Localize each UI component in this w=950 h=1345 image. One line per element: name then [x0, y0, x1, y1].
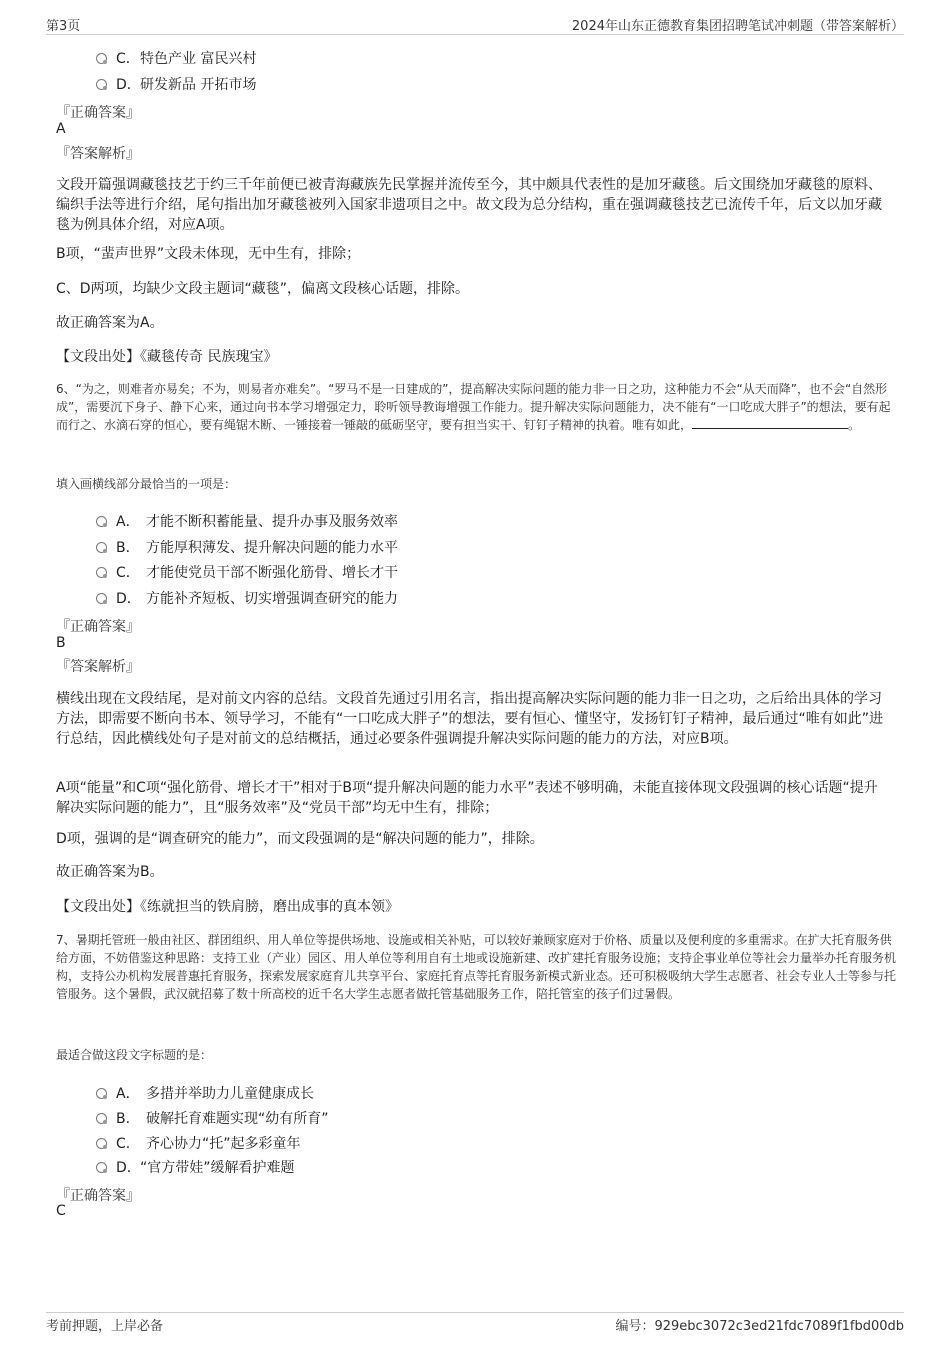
radio-icon[interactable] [96, 593, 107, 604]
radio-icon[interactable] [96, 79, 107, 90]
q6-analysis-p1: 横线出现在文段结尾，是对前文内容的总结。文段首先通过引用名言，指出提高解决实际问题的能力非一日之功，之后给出具体的学习方法，即需要不断向书本、领导学习，不能有“一口吃成大胖子”的想法，要有恒心、懂坚守，发扬钉钉子精神，最后通过“唯有如此”进行总结，因此横线处句子是对前文的总结概括，通过必要条件强调提升解决实际问题的能力的方法，对应B项。 [56, 691, 884, 747]
q7-answer: C [56, 1203, 66, 1219]
q6-analysis-p4: 故正确答案为B。 [56, 864, 164, 880]
page-number: 第3页 [46, 19, 81, 34]
q5-source: 【文段出处】《藏毯传奇 民族瑰宝》 [56, 349, 278, 365]
q6-answer: B [56, 635, 66, 651]
document-code: 编号：929ebc3072c3ed21fdc7089f1fbd00db [615, 1319, 904, 1334]
radio-icon[interactable] [96, 1088, 107, 1099]
radio-icon[interactable] [96, 53, 107, 64]
radio-icon[interactable] [96, 1138, 107, 1149]
q5-answer-label: 『正确答案』 [56, 105, 140, 121]
document-title: 2024年山东正德教育集团招聘笔试冲刺题（带答案解析） [571, 19, 904, 34]
q6-source: 【文段出处】《练就担当的铁肩膀，磨出成事的真本领》 [56, 899, 399, 915]
fill-blank [692, 416, 848, 429]
q5-analysis-p1: 文段开篇强调藏毯技艺于约三千年前便已被青海藏族先民掌握并流传至今，其中颇具代表性的是加牙藏毯。后文围绕加牙藏毯的原料、编织手法等进行介绍，尾句指出加牙藏毯被列入国家非遗项目之中。故文段为总分结构，重在强调藏毯技艺已流传千年，后文以加牙藏毯为例具体介绍，对应A项。 [56, 177, 882, 233]
q6-stem: 6、“为之，则难者亦易矣；不为，则易者亦难矣”。“罗马不是一日建成的”，提高解决实际问题的能力非一日之功，这种能力不会“从天而降”，也不会“自然形成”，需要沉下身子、静下心来，通过向书本学习增强定力，聆听领导教诲增强工作能力。提升解决实际问题能力，决不能有“一口吃成大胖子”的想法，要有起而行之、水滴石穿的恒心，要有绳锯木断、一锤接着一锤敲的砥砺坚守，要有担当实干、钉钉子精神的执着。唯有如此， 。 [56, 382, 891, 432]
q6-prompt: 填入画横线部分最恰当的一项是： [56, 477, 237, 491]
radio-icon[interactable] [96, 567, 107, 578]
page-footer [46, 1312, 904, 1335]
q6-analysis-p2: A项“能量”和C项“强化筋骨、增长才干”相对于B项“提升解决问题的能力水平”表述不够明确，未能直接体现文段强调的核心话题“提升解决实际问题的能力”，且“服务效率”及“党员干部”均无中生有，排除； [56, 780, 878, 816]
q5-analysis-p3: C、D两项，均缺少文段主题词“藏毯”，偏离文段核心话题，排除。 [56, 281, 470, 297]
q5-analysis-label: 『答案解析』 [56, 146, 140, 162]
q6-answer-label: 『正确答案』 [56, 619, 140, 635]
q5-answer: A [56, 121, 66, 137]
q6-analysis-label: 『答案解析』 [56, 659, 140, 675]
radio-icon[interactable] [96, 542, 107, 553]
page-header [46, 14, 904, 35]
radio-icon[interactable] [96, 1162, 107, 1173]
q7-answer-label: 『正确答案』 [56, 1188, 140, 1204]
q5-analysis-p2: B项，“蜚声世界”文段未体现，无中生有，排除； [56, 246, 361, 262]
q7-prompt: 最适合做这段文字标题的是： [56, 1048, 213, 1062]
q7-stem: 7、暑期托管班一般由社区、群团组织、用人单位等提供场地、设施或相关补贴，可以较好兼顾家庭对于价格、质量以及便利度的多重需求。在扩大托育服务供给方面，不妨借鉴这种思路：支持工业（产业）园区、用人单位等利用自有土地或设施新建、改扩建托育服务设施；支持企事业单位等社会力量举办托育服务机构，支持公办机构发展普惠托育服务，探索发展家庭育儿共享平台、家庭托育点等托育服务新模式新业态。还可积极吸纳大学生志愿者、社会专业人士等参与托管服务。这个暑假，武汉就招募了数十所高校的近千名大学生志愿者做托管基础服务工作，陪托管室的孩子们过暑假。 [56, 933, 897, 1001]
footer-slogan: 考前押题，上岸必备 [46, 1319, 164, 1334]
radio-icon[interactable] [96, 1113, 107, 1124]
q5-analysis-p4: 故正确答案为A。 [56, 315, 164, 331]
q6-analysis-p3: D项，强调的是“调查研究的能力”，而文段强调的是“解决问题的能力”，排除。 [56, 831, 544, 847]
radio-icon[interactable] [96, 516, 107, 527]
